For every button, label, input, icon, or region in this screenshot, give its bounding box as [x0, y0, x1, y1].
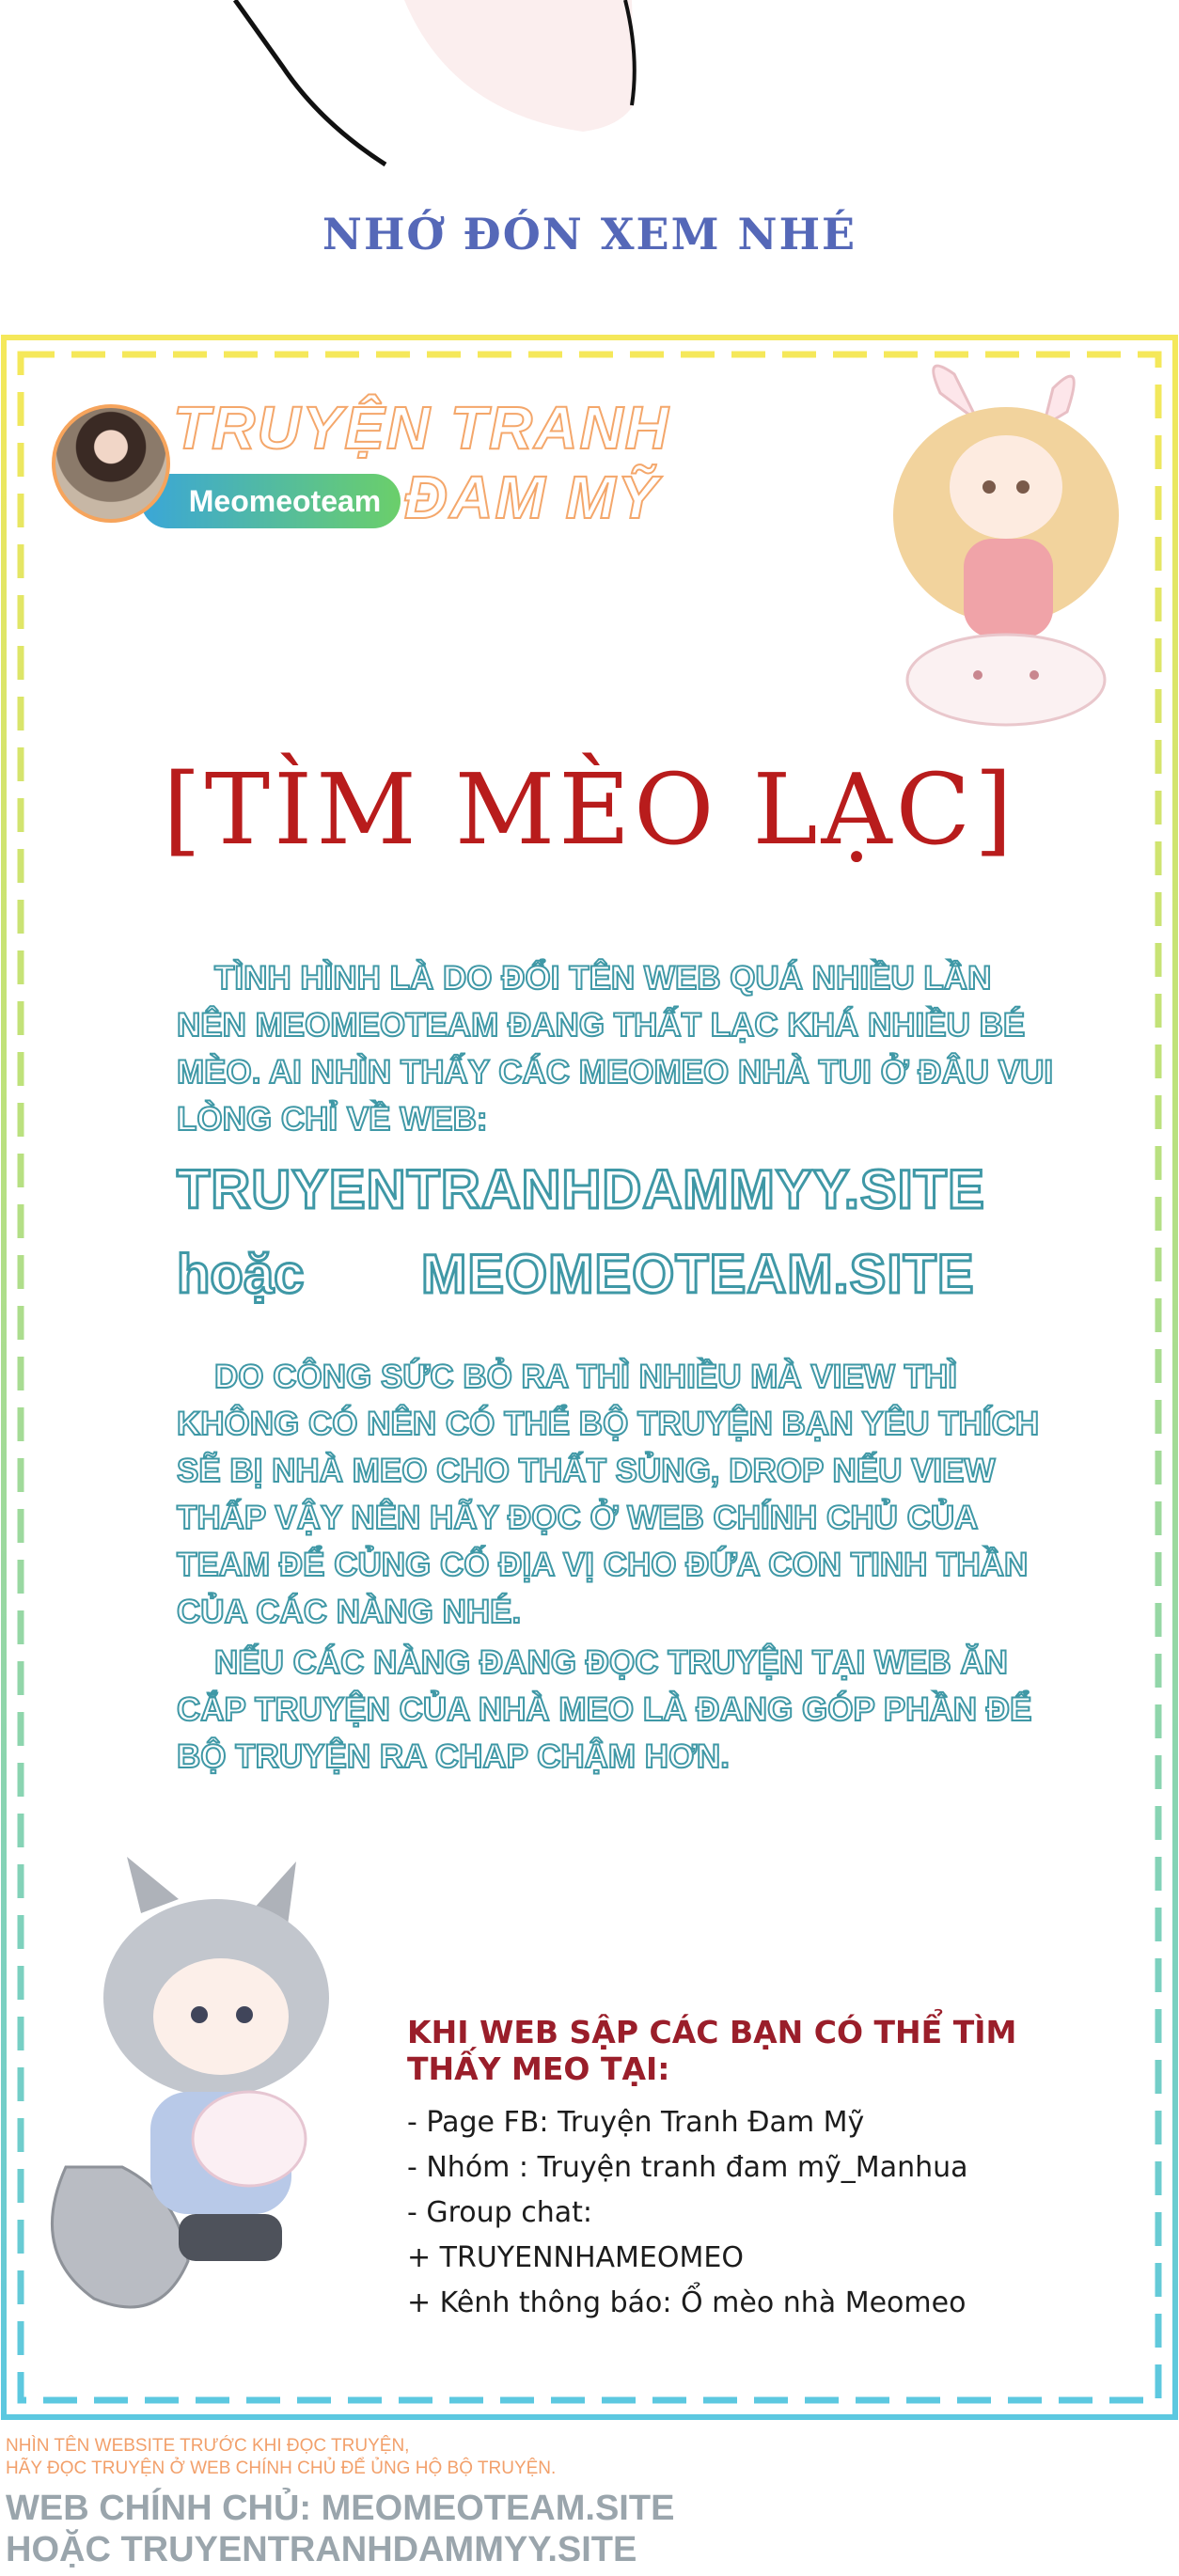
backup-line-facebook-page: - Page FB: Truyện Tranh Đam Mỹ — [407, 2106, 865, 2139]
footer-note — [6, 2435, 556, 2480]
see-you-caption: NHỚ ĐÓN XEM NHÉ — [322, 209, 857, 259]
footer-websites — [6, 2488, 674, 2570]
backup-line-channel: + Kênh thông báo: Ổ mèo nhà Meomeo — [407, 2286, 967, 2319]
paragraph-lost-cats-text: TÌNH HÌNH LÀ DO ĐỔI TÊN WEB QUÁ NHIỀU LẦN NÊN MEOMEOTEAM ĐANG THẤT LẠC KHÁ NHIỀU BÉ MÈO. AI NHÌN THẤY CÁC MEOMEO NHÀ TUI Ở ĐÂU VUI LÒNG CHỈ VỀ WEB: — [177, 960, 1054, 1138]
site-primary: TRUYENTRANHDAMMYY.SITE — [177, 1159, 985, 1220]
backup-line-group: - Nhóm : Truyện tranh đam mỹ_Manhua — [407, 2151, 968, 2184]
paragraph-piracy — [177, 1640, 1061, 1781]
footer-note-line-1: NHÌN TÊN WEBSITE TRƯỚC KHI ĐỌC TRUYỆN, — [6, 2436, 410, 2456]
chibi-girl-illustration — [865, 355, 1147, 750]
paragraph-support — [177, 1354, 1061, 1636]
brand-pill: Meomeoteam — [141, 474, 401, 528]
brand-avatar — [52, 404, 170, 523]
backup-title: KHI WEB SẬP CÁC BẠN CÓ THỂ TÌM THẤY MEO TẠI: — [407, 2014, 1017, 2087]
brand-title-line-2: ĐAM MỸ — [404, 463, 660, 531]
footer-web-line-1: WEB CHÍNH CHỦ: MEOMEOTEAM.SITE — [6, 2489, 675, 2528]
comic-panel-fragment — [0, 0, 1179, 188]
chibi-fox-boy-illustration — [38, 1857, 376, 2327]
lost-cats-headline: [TÌM MÈO LẠC] — [163, 752, 1016, 867]
paragraph-piracy-text: NẾU CÁC NÀNG ĐANG ĐỌC TRUYỆN TẠI WEB ĂN CẮP TRUYỆN CỦA NHÀ MEO LÀ ĐANG GÓP PHẦN ĐỂ BỘ TRUYỆN RA CHAP CHẬM HƠN. — [177, 1644, 1032, 1775]
backup-line-group-chat: - Group chat: — [407, 2196, 592, 2229]
paragraph-lost-cats — [177, 955, 1061, 1143]
or-label: hoặc — [177, 1244, 305, 1305]
backup-line-chat-name: + TRUYENNHAMEOMEO — [407, 2241, 744, 2274]
brand-title-line-1: TRUYỆN TRANH — [173, 394, 670, 462]
footer-note-line-2: HÃY ĐỌC TRUYỆN Ở WEB CHÍNH CHỦ ĐỂ ỦNG HỘ BỘ TRUYỆN. — [6, 2458, 557, 2478]
backup-contacts — [407, 2014, 1084, 2326]
site-secondary: MEOMEOTEAM.SITE — [421, 1244, 975, 1305]
paragraph-support-text: DO CÔNG SỨC BỎ RA THÌ NHIỀU MÀ VIEW THÌ KHÔNG CÓ NÊN CÓ THỂ BỘ TRUYỆN BẠN YÊU THÍCH SẼ BỊ NHÀ MEO CHO THẤT SỦNG, DROP NẾU VIEW THẤP VẬY NÊN HÃY ĐỌC Ở WEB CHÍNH CHỦ CỦA TEAM ĐỂ CỦNG CỐ ĐỊA VỊ CHO ĐỨA CON TINH THẦN CỦA CÁC NÀNG NHÉ. — [177, 1359, 1040, 1630]
footer-web-line-2: HOẶC TRUYENTRANHDAMMYY.SITE — [6, 2530, 637, 2569]
